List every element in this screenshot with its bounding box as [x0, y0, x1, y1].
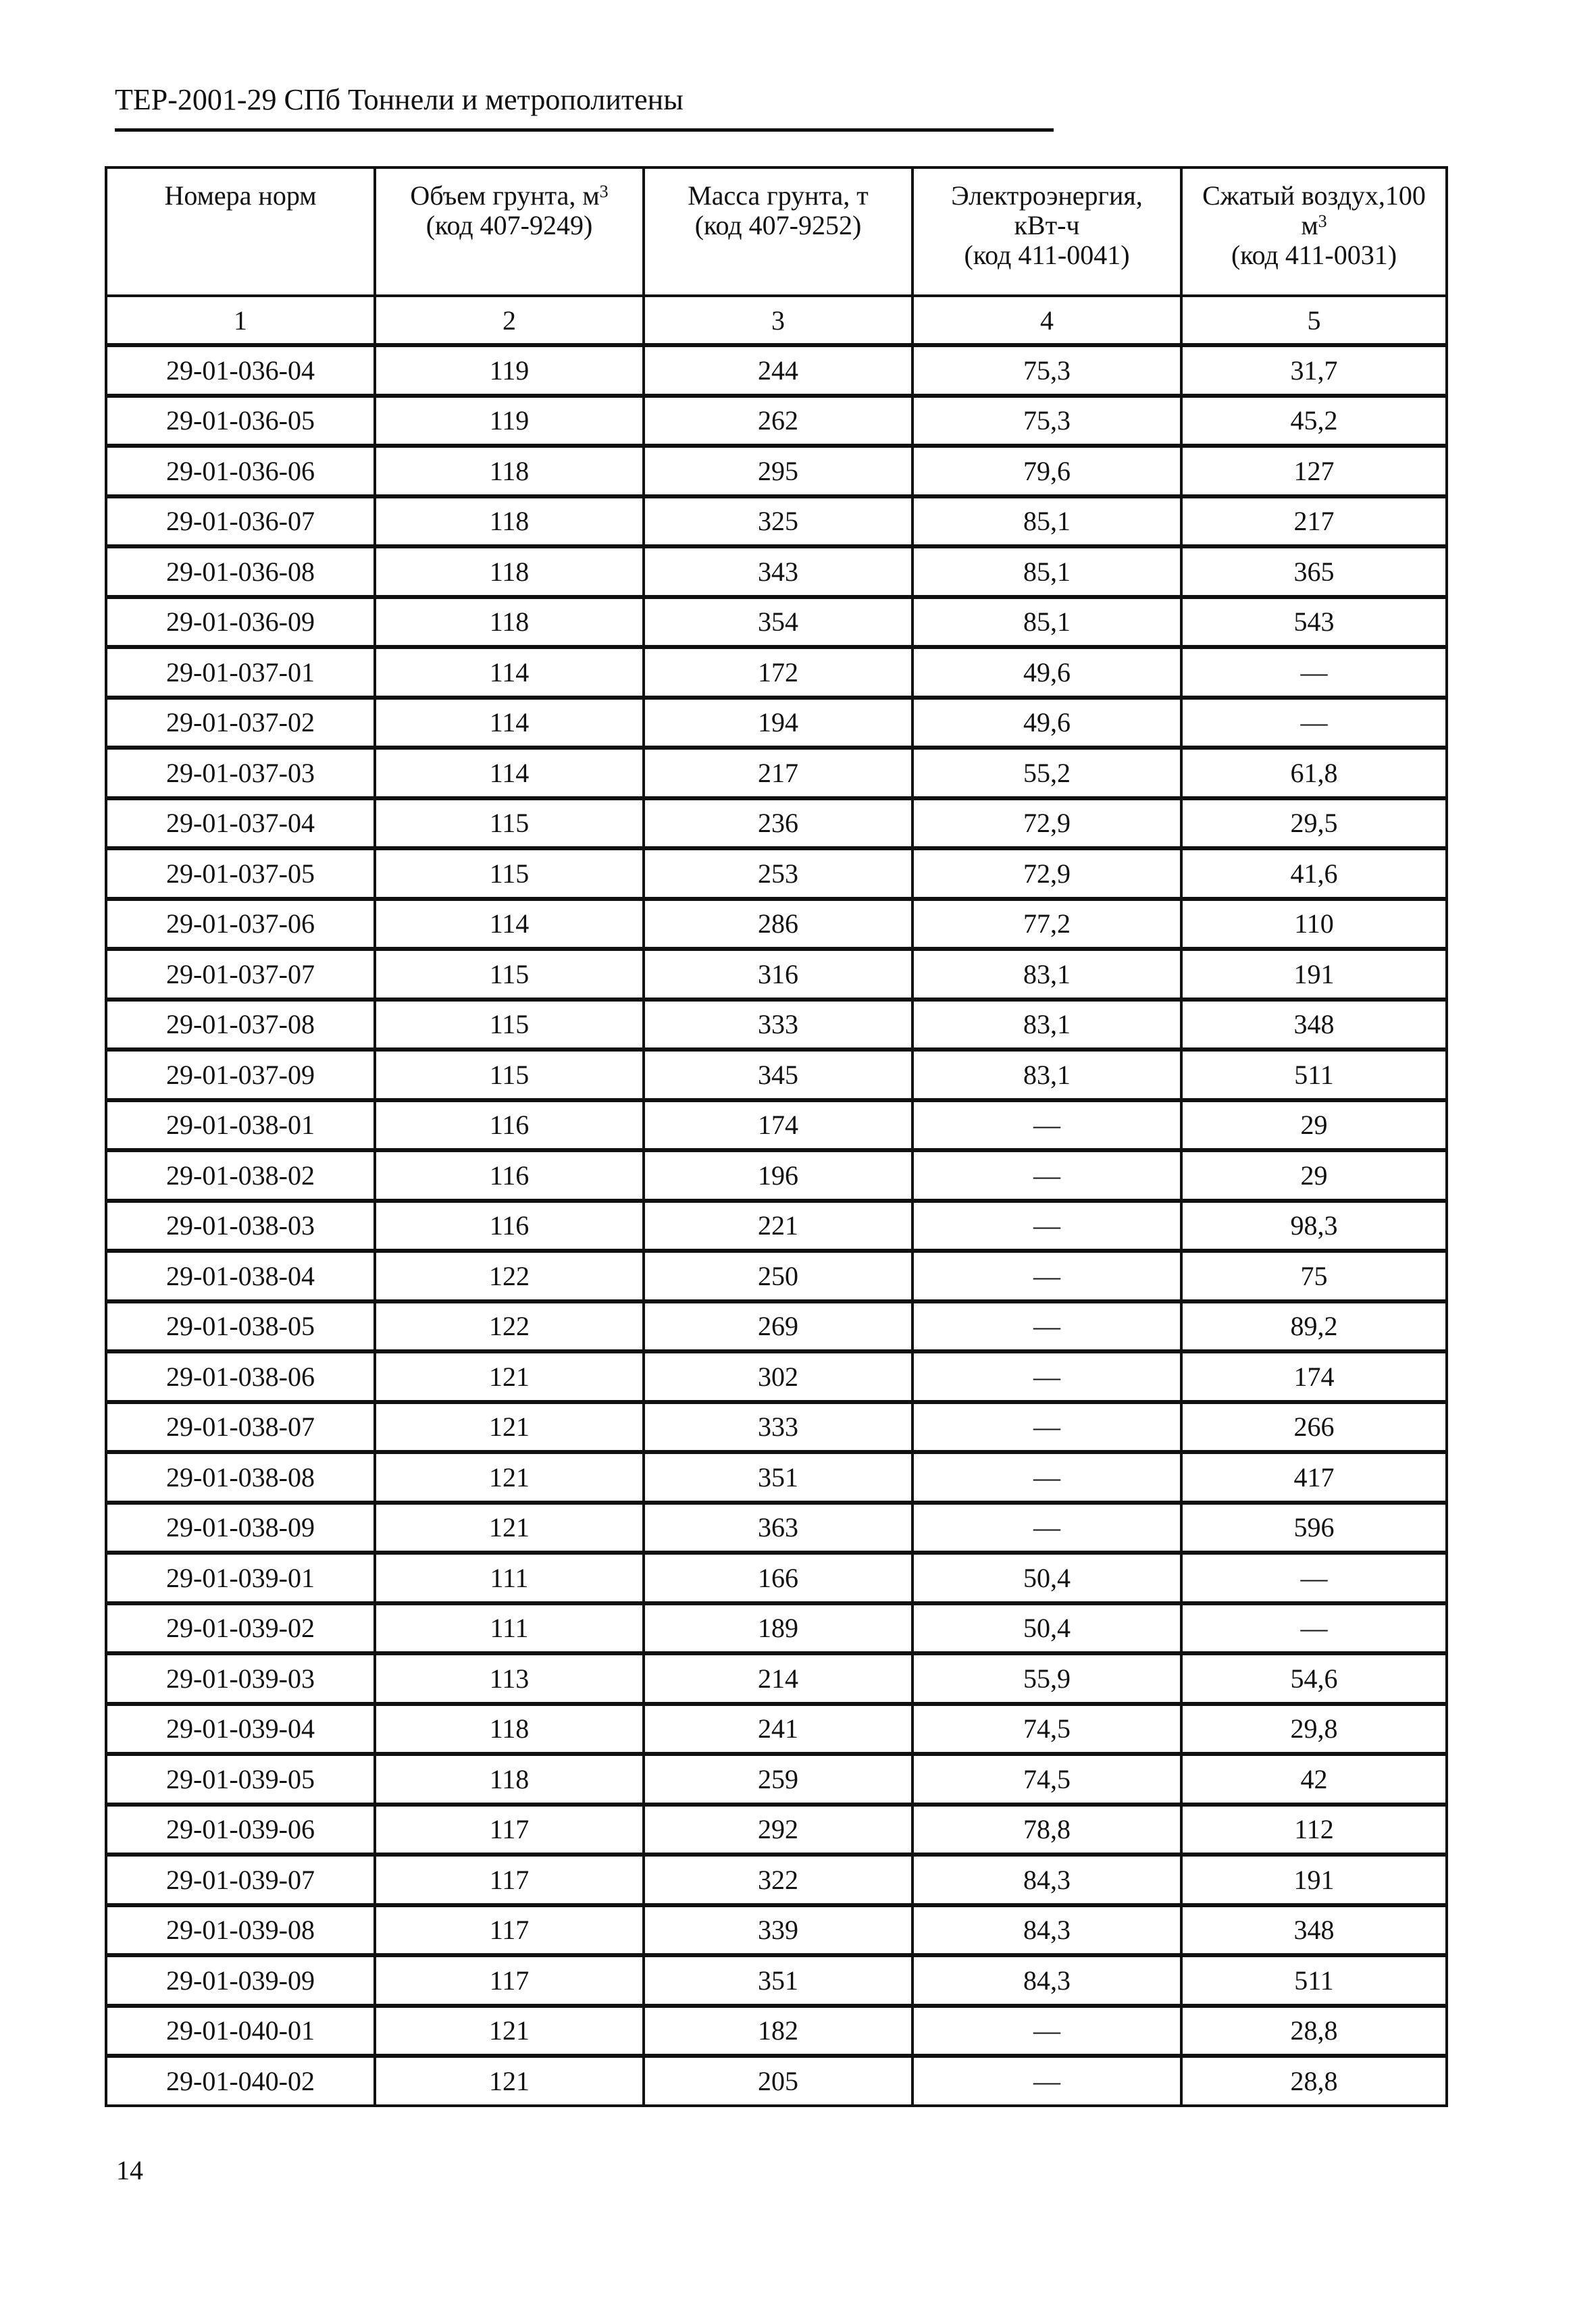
norm-number-cell: 29-01-039-09 [106, 1955, 375, 2006]
compressed-air-cell: 89,2 [1181, 1301, 1447, 1352]
norm-number-cell: 29-01-039-08 [106, 1905, 375, 1956]
norm-number-cell: 29-01-039-02 [106, 1603, 375, 1654]
norm-number-cell: 29-01-037-05 [106, 848, 375, 899]
compressed-air-cell: 75 [1181, 1251, 1447, 1301]
soil-mass-cell: 269 [644, 1301, 912, 1352]
table-row [106, 1855, 1447, 1905]
column-number: 3 [644, 296, 912, 345]
soil-mass-cell: 351 [644, 1955, 912, 2006]
norm-number-cell: 29-01-038-02 [106, 1150, 375, 1201]
compressed-air-cell: 417 [1181, 1452, 1447, 1503]
electricity-cell: — [912, 1503, 1181, 1553]
norm-number-cell: 29-01-039-06 [106, 1805, 375, 1855]
norm-number-cell: 29-01-037-04 [106, 798, 375, 849]
table-row [106, 1301, 1447, 1352]
table-row [106, 1754, 1447, 1805]
soil-volume-cell: 118 [375, 597, 644, 648]
electricity-cell: 55,2 [912, 748, 1181, 798]
soil-mass-cell: 205 [644, 2056, 912, 2106]
col-header-code: (код 411-0031) [1231, 240, 1397, 270]
table-row [106, 1000, 1447, 1050]
compressed-air-cell: 596 [1181, 1503, 1447, 1553]
electricity-cell: 55,9 [912, 1653, 1181, 1704]
electricity-cell: — [912, 1402, 1181, 1453]
norm-number-cell: 29-01-038-03 [106, 1201, 375, 1251]
norm-number-cell: 29-01-038-04 [106, 1251, 375, 1301]
norm-number-cell: 29-01-038-06 [106, 1351, 375, 1402]
soil-mass-cell: 262 [644, 396, 912, 446]
soil-mass-cell: 363 [644, 1503, 912, 1553]
electricity-cell: 49,6 [912, 647, 1181, 698]
compressed-air-cell: 127 [1181, 446, 1447, 496]
electricity-cell: 75,3 [912, 396, 1181, 446]
col-header-compressed-air [1181, 167, 1447, 296]
table-row [106, 949, 1447, 1000]
soil-mass-cell: 286 [644, 899, 912, 950]
soil-volume-cell: 118 [375, 1754, 644, 1805]
table-row [106, 1251, 1447, 1301]
compressed-air-cell: 42 [1181, 1754, 1447, 1805]
soil-mass-cell: 236 [644, 798, 912, 849]
soil-volume-cell: 122 [375, 1251, 644, 1301]
soil-mass-cell: 351 [644, 1452, 912, 1503]
compressed-air-cell: 511 [1181, 1050, 1447, 1100]
table-row [106, 446, 1447, 496]
electricity-cell: 72,9 [912, 798, 1181, 849]
table-row [106, 546, 1447, 597]
electricity-cell: 74,5 [912, 1704, 1181, 1755]
compressed-air-cell: 174 [1181, 1351, 1447, 1402]
soil-mass-cell: 343 [644, 546, 912, 597]
norm-number-cell: 29-01-038-01 [106, 1100, 375, 1151]
soil-volume-cell: 121 [375, 2006, 644, 2056]
soil-mass-cell: 166 [644, 1553, 912, 1603]
column-number: 2 [375, 296, 644, 345]
electricity-cell: — [912, 1201, 1181, 1251]
compressed-air-cell: 61,8 [1181, 748, 1447, 798]
soil-volume-cell: 121 [375, 2056, 644, 2106]
soil-volume-cell: 117 [375, 1955, 644, 2006]
electricity-cell: 49,6 [912, 698, 1181, 748]
table-row [106, 496, 1447, 547]
table-row [106, 345, 1447, 396]
electricity-cell: — [912, 1301, 1181, 1352]
column-number: 1 [106, 296, 375, 345]
col-header-label: Электроэнергия, [951, 180, 1143, 211]
soil-volume-cell: 114 [375, 899, 644, 950]
electricity-cell: 85,1 [912, 546, 1181, 597]
column-number: 4 [912, 296, 1181, 345]
col-header-electricity [912, 167, 1181, 296]
soil-volume-cell: 113 [375, 1653, 644, 1704]
soil-volume-cell: 117 [375, 1855, 644, 1905]
soil-volume-cell: 119 [375, 396, 644, 446]
norm-number-cell: 29-01-040-02 [106, 2056, 375, 2106]
norm-number-cell: 29-01-036-05 [106, 396, 375, 446]
soil-volume-cell: 115 [375, 949, 644, 1000]
compressed-air-cell: 348 [1181, 1000, 1447, 1050]
soil-mass-cell: 194 [644, 698, 912, 748]
soil-volume-cell: 111 [375, 1553, 644, 1603]
table-row [106, 899, 1447, 950]
table-row [106, 1905, 1447, 1956]
electricity-cell: 84,3 [912, 1905, 1181, 1956]
table-row [106, 1452, 1447, 1503]
col-header-code: (код 411-0041) [964, 240, 1130, 270]
electricity-cell: 77,2 [912, 899, 1181, 950]
table-row [106, 2006, 1447, 2056]
compressed-air-cell: — [1181, 1553, 1447, 1603]
electricity-cell: 85,1 [912, 597, 1181, 648]
norms-table [105, 166, 1448, 2107]
soil-volume-cell: 114 [375, 698, 644, 748]
soil-mass-cell: 333 [644, 1000, 912, 1050]
table-row [106, 1704, 1447, 1755]
compressed-air-cell: 348 [1181, 1905, 1447, 1956]
soil-volume-cell: 117 [375, 1805, 644, 1855]
norm-number-cell: 29-01-037-02 [106, 698, 375, 748]
norm-number-cell: 29-01-037-08 [106, 1000, 375, 1050]
table-row [106, 1955, 1447, 2006]
compressed-air-cell: — [1181, 647, 1447, 698]
electricity-cell: 75,3 [912, 345, 1181, 396]
compressed-air-cell: — [1181, 1603, 1447, 1654]
col-header-unit-line [1183, 211, 1445, 240]
table-row [106, 1603, 1447, 1654]
table-row [106, 848, 1447, 899]
soil-volume-cell: 115 [375, 1050, 644, 1100]
norm-number-cell: 29-01-037-03 [106, 748, 375, 798]
col-header-label-line [376, 181, 642, 211]
soil-mass-cell: 244 [644, 345, 912, 396]
table-row [106, 698, 1447, 748]
compressed-air-cell: 54,6 [1181, 1653, 1447, 1704]
table-row [106, 1805, 1447, 1855]
norm-number-cell: 29-01-038-08 [106, 1452, 375, 1503]
soil-volume-cell: 116 [375, 1100, 644, 1151]
soil-volume-cell: 116 [375, 1150, 644, 1201]
electricity-cell: 50,4 [912, 1603, 1181, 1654]
compressed-air-cell: 29 [1181, 1150, 1447, 1201]
soil-mass-cell: 292 [644, 1805, 912, 1855]
norm-number-cell: 29-01-039-03 [106, 1653, 375, 1704]
norm-number-cell: 29-01-039-07 [106, 1855, 375, 1905]
soil-mass-cell: 174 [644, 1100, 912, 1151]
electricity-cell: — [912, 1251, 1181, 1301]
col-header-code: (код 407-9252) [694, 210, 862, 240]
col-header-code: (код 407-9249) [426, 210, 593, 240]
electricity-cell: 84,3 [912, 1955, 1181, 2006]
soil-mass-cell: 253 [644, 848, 912, 899]
electricity-cell: — [912, 2006, 1181, 2056]
soil-mass-cell: 250 [644, 1251, 912, 1301]
col-header-label: Номера норм [164, 180, 317, 211]
table-row [106, 1402, 1447, 1453]
norm-number-cell: 29-01-038-05 [106, 1301, 375, 1352]
compressed-air-cell: 191 [1181, 1855, 1447, 1905]
soil-mass-cell: 182 [644, 2006, 912, 2056]
soil-volume-cell: 121 [375, 1351, 644, 1402]
compressed-air-cell: 112 [1181, 1805, 1447, 1855]
soil-volume-cell: 121 [375, 1402, 644, 1453]
soil-mass-cell: 214 [644, 1653, 912, 1704]
soil-volume-cell: 116 [375, 1201, 644, 1251]
electricity-cell: — [912, 2056, 1181, 2106]
soil-mass-cell: 354 [644, 597, 912, 648]
norm-number-cell: 29-01-036-04 [106, 345, 375, 396]
norm-number-cell: 29-01-037-09 [106, 1050, 375, 1100]
soil-mass-cell: 333 [644, 1402, 912, 1453]
table-row [106, 1653, 1447, 1704]
col-header-soil-volume [375, 167, 644, 296]
electricity-cell: 83,1 [912, 949, 1181, 1000]
electricity-cell: — [912, 1100, 1181, 1151]
table-row [106, 396, 1447, 446]
soil-mass-cell: 221 [644, 1201, 912, 1251]
table-row [106, 1503, 1447, 1553]
table-row [106, 597, 1447, 648]
electricity-cell: 79,6 [912, 446, 1181, 496]
table-row [106, 647, 1447, 698]
soil-volume-cell: 115 [375, 1000, 644, 1050]
norm-number-cell: 29-01-040-01 [106, 2006, 375, 2056]
soil-mass-cell: 316 [644, 949, 912, 1000]
table-row [106, 1351, 1447, 1402]
soil-volume-cell: 121 [375, 1452, 644, 1503]
compressed-air-cell: 365 [1181, 546, 1447, 597]
compressed-air-cell: 28,8 [1181, 2056, 1447, 2106]
compressed-air-cell: 28,8 [1181, 2006, 1447, 2056]
col-header-label: Масса грунта, т [688, 180, 869, 211]
norm-number-cell: 29-01-036-07 [106, 496, 375, 547]
electricity-cell: 50,4 [912, 1553, 1181, 1603]
table-row [106, 798, 1447, 849]
soil-volume-cell: 118 [375, 446, 644, 496]
column-number: 5 [1181, 296, 1447, 345]
soil-volume-cell: 118 [375, 1704, 644, 1755]
soil-mass-cell: 325 [644, 496, 912, 547]
electricity-cell: 72,9 [912, 848, 1181, 899]
compressed-air-cell: 29,8 [1181, 1704, 1447, 1755]
soil-volume-cell: 118 [375, 496, 644, 547]
table-row [106, 1100, 1447, 1151]
norm-number-cell: 29-01-037-06 [106, 899, 375, 950]
soil-mass-cell: 322 [644, 1855, 912, 1905]
compressed-air-cell: 217 [1181, 496, 1447, 547]
soil-mass-cell: 259 [644, 1754, 912, 1805]
soil-volume-cell: 119 [375, 345, 644, 396]
col-header-unit: кВт-ч [1014, 210, 1080, 240]
norm-number-cell: 29-01-038-09 [106, 1503, 375, 1553]
soil-mass-cell: 295 [644, 446, 912, 496]
norm-number-cell: 29-01-036-06 [106, 446, 375, 496]
electricity-cell: — [912, 1452, 1181, 1503]
compressed-air-cell: — [1181, 698, 1447, 748]
compressed-air-cell: 98,3 [1181, 1201, 1447, 1251]
soil-volume-cell: 111 [375, 1603, 644, 1654]
soil-mass-cell: 345 [644, 1050, 912, 1100]
superscript: 3 [599, 182, 609, 201]
electricity-cell: — [912, 1351, 1181, 1402]
soil-volume-cell: 114 [375, 647, 644, 698]
compressed-air-cell: 41,6 [1181, 848, 1447, 899]
norm-number-cell: 29-01-039-04 [106, 1704, 375, 1755]
norm-number-cell: 29-01-036-09 [106, 597, 375, 648]
norm-number-cell: 29-01-038-07 [106, 1402, 375, 1453]
electricity-cell: 74,5 [912, 1754, 1181, 1805]
header-divider [115, 128, 1054, 132]
compressed-air-cell: 110 [1181, 899, 1447, 950]
page-number: 14 [116, 2155, 143, 2185]
compressed-air-cell: 511 [1181, 1955, 1447, 2006]
soil-volume-cell: 118 [375, 546, 644, 597]
soil-mass-cell: 172 [644, 647, 912, 698]
soil-volume-cell: 115 [375, 798, 644, 849]
electricity-cell: 84,3 [912, 1855, 1181, 1905]
col-header-soil-mass [644, 167, 912, 296]
compressed-air-cell: 543 [1181, 597, 1447, 648]
soil-volume-cell: 115 [375, 848, 644, 899]
norm-number-cell: 29-01-036-08 [106, 546, 375, 597]
compressed-air-cell: 29 [1181, 1100, 1447, 1151]
compressed-air-cell: 31,7 [1181, 345, 1447, 396]
electricity-cell: 78,8 [912, 1805, 1181, 1855]
soil-mass-cell: 241 [644, 1704, 912, 1755]
table-row [106, 748, 1447, 798]
norm-number-cell: 29-01-039-01 [106, 1553, 375, 1603]
table-row [106, 1201, 1447, 1251]
norm-number-cell: 29-01-039-05 [106, 1754, 375, 1805]
col-header-label: Объем грунта, м [410, 180, 600, 211]
soil-mass-cell: 217 [644, 748, 912, 798]
col-header-label: Сжатый воздух,100 [1202, 180, 1426, 211]
soil-volume-cell: 114 [375, 748, 644, 798]
compressed-air-cell: 191 [1181, 949, 1447, 1000]
electricity-cell: 85,1 [912, 496, 1181, 547]
norm-number-cell: 29-01-037-07 [106, 949, 375, 1000]
electricity-cell: — [912, 1150, 1181, 1201]
table-row [106, 1050, 1447, 1100]
compressed-air-cell: 29,5 [1181, 798, 1447, 849]
table-row [106, 1150, 1447, 1201]
electricity-cell: 83,1 [912, 1000, 1181, 1050]
soil-volume-cell: 122 [375, 1301, 644, 1352]
col-header-unit: м [1301, 210, 1318, 240]
table-row [106, 2056, 1447, 2106]
soil-mass-cell: 196 [644, 1150, 912, 1201]
soil-mass-cell: 189 [644, 1603, 912, 1654]
table-row [106, 1553, 1447, 1603]
electricity-cell: 83,1 [912, 1050, 1181, 1100]
soil-volume-cell: 121 [375, 1503, 644, 1553]
col-header-norm-numbers [106, 167, 375, 296]
document-title: ТЕР-2001-29 СПб Тоннели и метрополитены [115, 83, 684, 116]
table-body [106, 345, 1447, 2106]
soil-mass-cell: 339 [644, 1905, 912, 1956]
norm-number-cell: 29-01-037-01 [106, 647, 375, 698]
soil-mass-cell: 302 [644, 1351, 912, 1402]
compressed-air-cell: 266 [1181, 1402, 1447, 1453]
superscript: 3 [1318, 211, 1327, 231]
soil-volume-cell: 117 [375, 1905, 644, 1956]
compressed-air-cell: 45,2 [1181, 396, 1447, 446]
